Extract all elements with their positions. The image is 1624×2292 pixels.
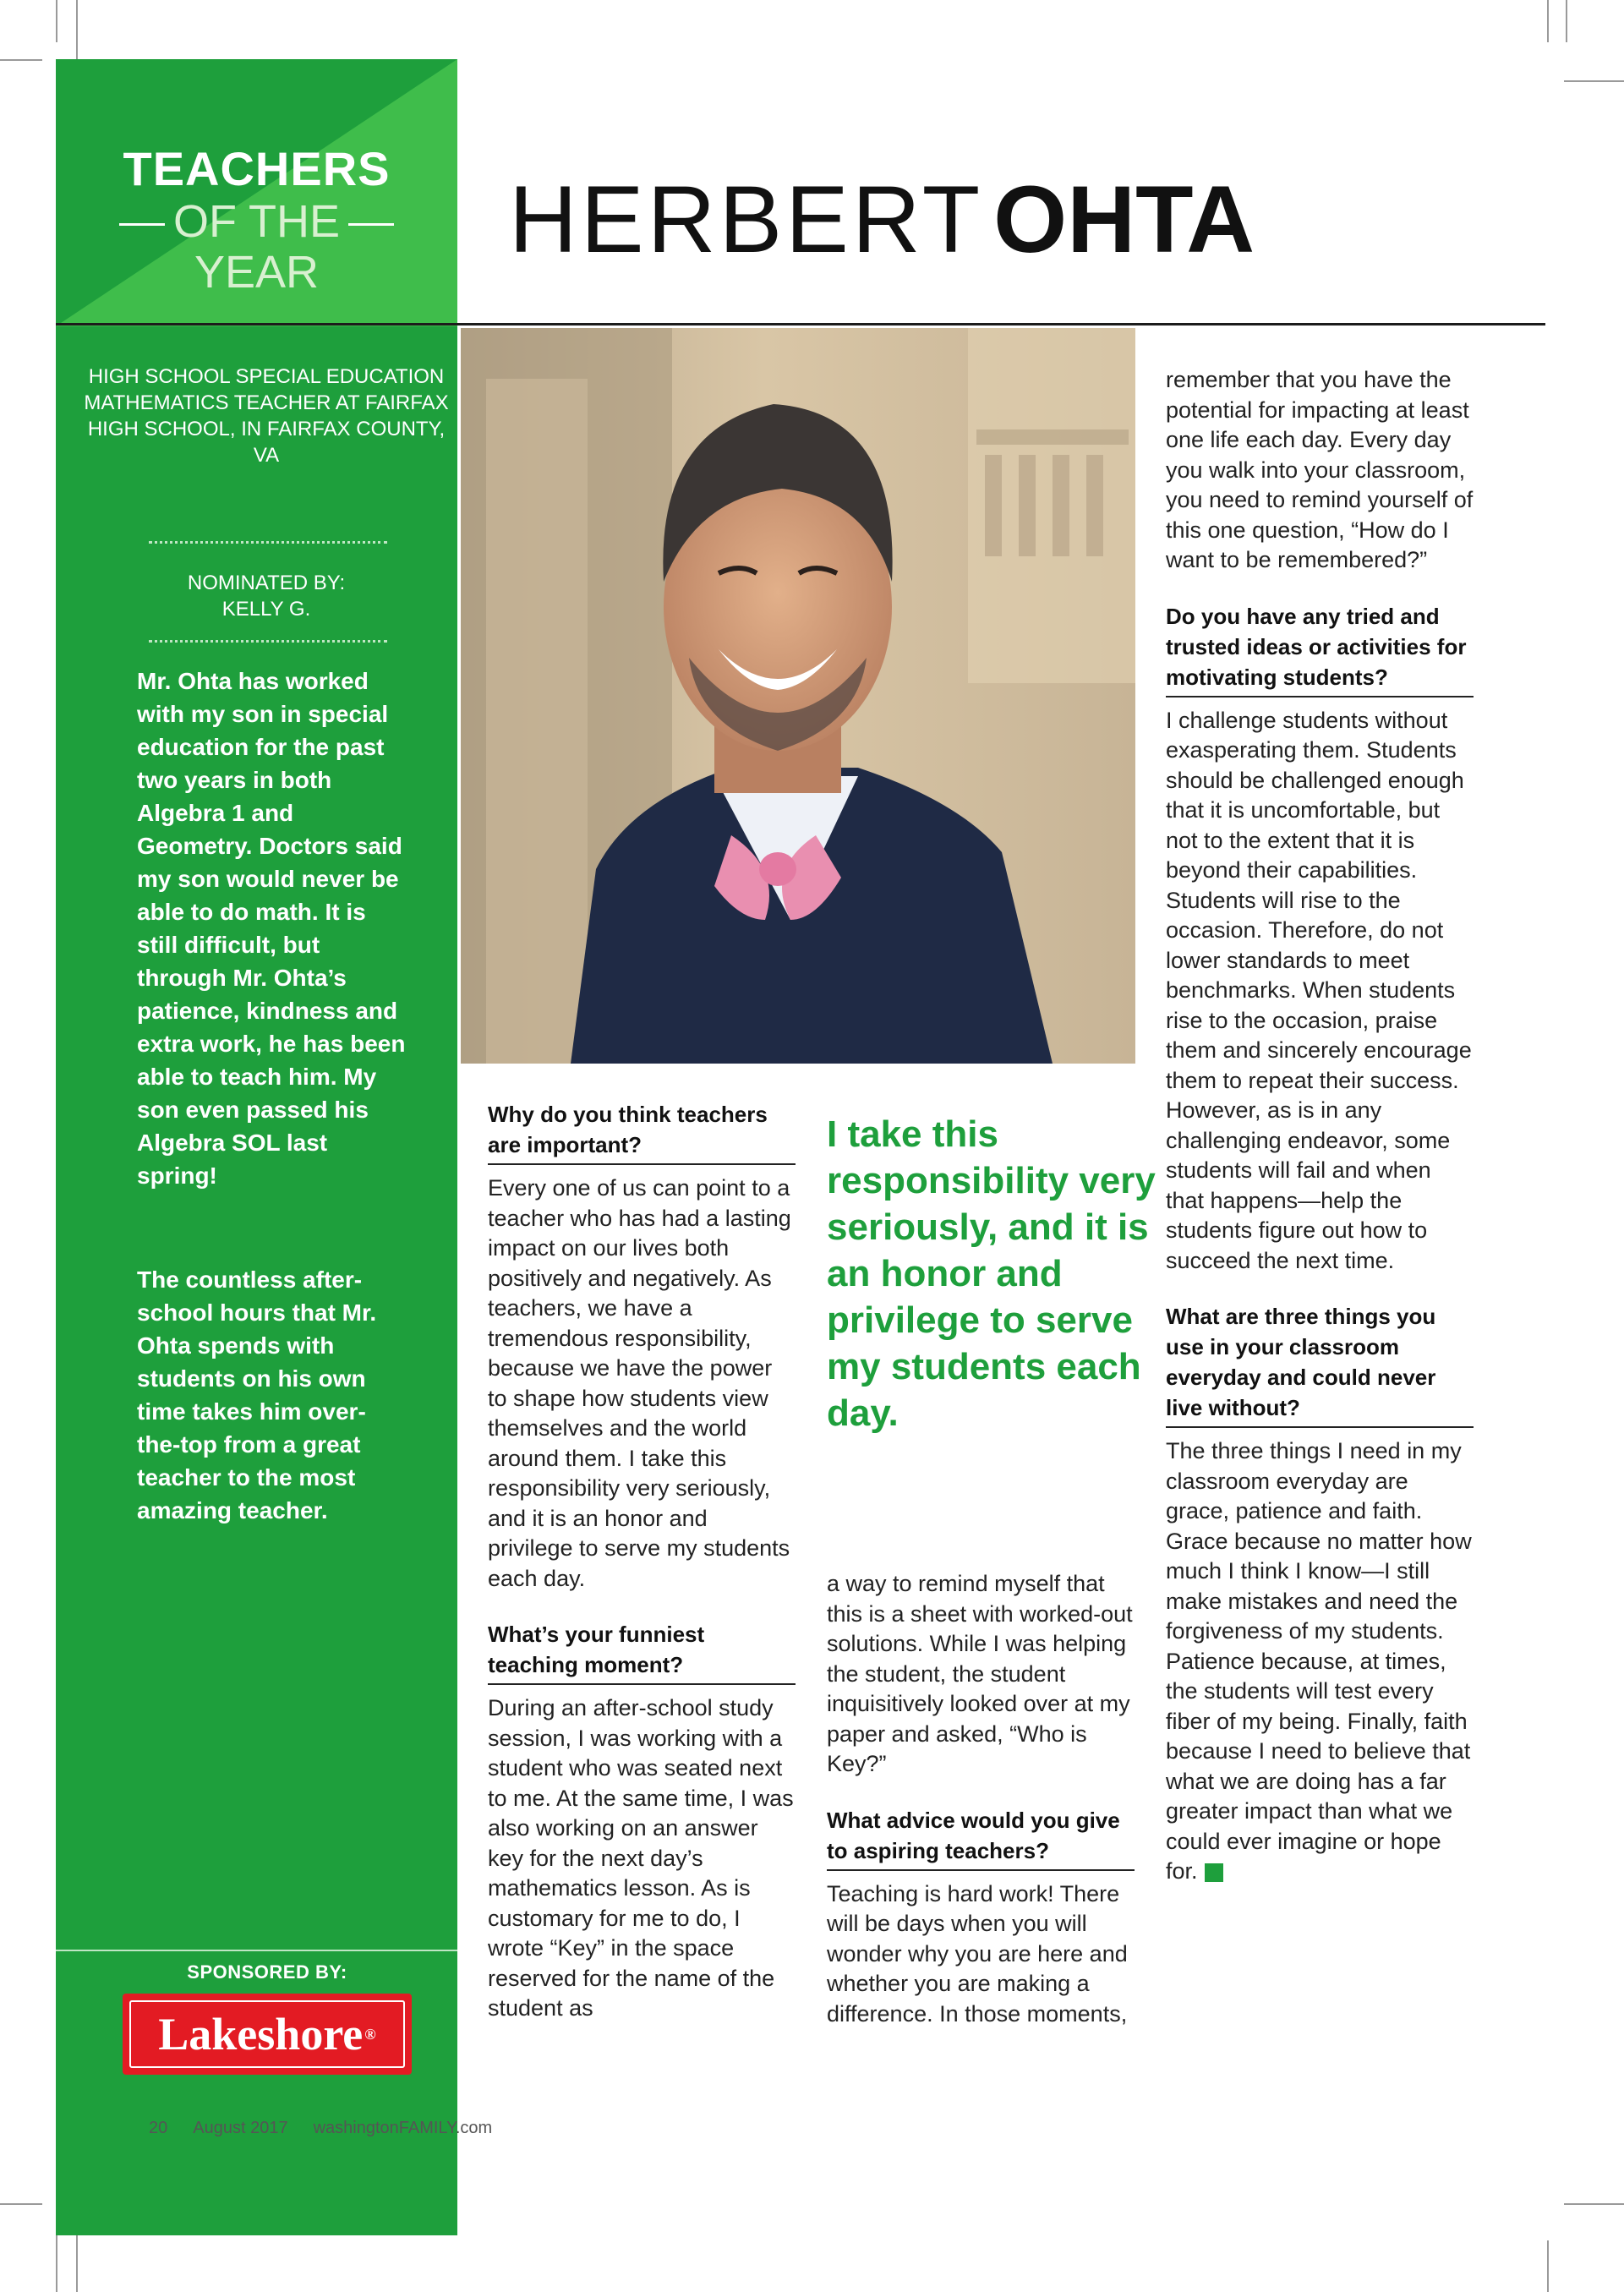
issue-date: August 2017 — [193, 2119, 288, 2137]
nominated-label: NOMINATED BY: — [187, 572, 346, 594]
banner-line-year: YEAR — [194, 247, 320, 298]
crop-mark — [1547, 2240, 1549, 2292]
question-heading: What are three things you use in your classroom everyday and could never live without? — [1166, 1301, 1474, 1428]
nomination-quote-2: The countless after-school hours that Mr. Ohta spends with students on his own time takes him over-the-top from a great teacher to the most amazing teacher. — [137, 1266, 377, 1523]
logo-wordmark — [123, 1994, 412, 2075]
banner-line-teachers: TEACHERS — [123, 142, 391, 195]
dash-right — [348, 223, 394, 226]
answer-text: During an after-school study session, I was working with a student who was seated next to me. At the same time, I was also working on an answer key for the next day’s mathematics lesson. As is customary for me to do, I wrote “Key” in the space reserved for the name of the student as — [488, 1695, 794, 2021]
crop-mark — [1566, 0, 1567, 42]
crop-mark — [56, 0, 57, 42]
title-first-name: HERBERT — [509, 167, 984, 272]
crop-mark — [1564, 2203, 1624, 2205]
lakeshore-logo — [123, 1994, 412, 2075]
nomination-quote-1: Mr. Ohta has worked with my son in special education for the past two years in both Algebra 1 and Geometry. Doctors said my son would never be able to do math. It is still difficult, but through Mr. Ohta’s patience, kindness and extra work, he has been able to teach him. My son even passed his Algebra SOL last spring! — [137, 668, 406, 1189]
sponsored-by-label: SPONSORED BY: — [187, 1961, 347, 1983]
crop-mark — [56, 2235, 57, 2292]
answer-text-final-body: The three things I need in my classroom everyday are grace, patience and faith. Grace because no matter how much I think I know—I still make mistakes and need the forgiveness of my students. Patience because, at times, the students will test every fiber of my being. Finally, faith because I need to believe that what we are doing has a far greater impact than what we could ever imagine or hope for. — [1166, 1438, 1472, 1884]
dash-left — [119, 223, 165, 226]
website: washingtonFAMILY.com — [313, 2119, 493, 2137]
teachers-of-the-year-banner — [56, 144, 457, 298]
end-of-article-mark — [1205, 1863, 1223, 1882]
teacher-subject: HIGH SCHOOL SPECIAL EDUCATION MATHEMATICS TEACHER AT FAIRFAX HIGH SCHOOL, IN FAIRFAX COUNTY, VA — [84, 365, 449, 467]
answer-text-final — [1166, 1436, 1474, 1887]
crop-mark — [1547, 0, 1549, 42]
question-heading: Do you have any tried and trusted ideas or activities for motivating students? — [1166, 601, 1474, 697]
crop-mark — [1564, 80, 1624, 82]
question-heading: Why do you think teachers are important? — [488, 1099, 796, 1165]
sponsor-divider — [56, 1950, 457, 1951]
answer-text: remember that you have the potential for impacting at least one life each day. Every day you walk into your classroom, you need to remind yourself of this one question, “How do I want to be remembered?” — [1166, 367, 1474, 572]
nominated-by — [76, 570, 457, 622]
answer-text: Teaching is hard work! There will be days when you will wonder why you are here and whether you are making a difference. In those moments, — [827, 1880, 1128, 2027]
crop-mark — [76, 0, 78, 68]
article-column-1 — [488, 1099, 796, 2049]
title-last-name: OHTA — [993, 167, 1255, 272]
article-column-3 — [1166, 365, 1474, 1912]
page-title — [509, 169, 1255, 271]
crop-mark — [0, 2203, 42, 2205]
banner-line-of-the — [56, 196, 457, 247]
answer-text: I challenge students without exasperating them. Students should be challenged enough that it is uncomfortable, but not to the extent that it is beyond their capabilities. Students will rise to the occasion. Therefore, do not lower standards to meet benchmarks. When students rise to the occasion, praise them and sincerely encourage them to repeat their success. However, as is in any challenging endeavor, some students will fail and when that happens—help the students figure out how to succeed the next time. — [1166, 707, 1472, 1273]
dotted-divider — [149, 541, 387, 544]
banner-of-the-text: OF THE — [172, 196, 340, 247]
question-heading: What advice would you give to aspiring teachers? — [827, 1805, 1135, 1871]
logo-name: Lakeshore — [158, 2009, 364, 2060]
question-heading: What’s your funniest teaching moment? — [488, 1619, 796, 1685]
pull-quote: I take this responsibility very seriously, and it is an honor and privilege to serve my students each day. — [827, 1113, 1156, 1434]
header-rule — [56, 323, 1545, 325]
teacher-portrait-photo — [461, 328, 1135, 1064]
article-column-2 — [827, 1569, 1135, 2054]
page-number: 20 — [149, 2119, 168, 2137]
page-footer — [149, 2119, 517, 2138]
answer-text: Every one of us can point to a teacher who has had a lasting impact on our lives both positively and negatively. As teachers, we have a tremendous responsibility, because we have the power to shape how students view themselves and the world around them. I take this responsibility very seriously, and it is an honor and privilege to serve my students each day. — [488, 1175, 791, 1591]
answer-text: a way to remind myself that this is a sheet with worked-out solutions. While I was helping the student, the student inquisitively looked over at my paper and asked, “Who is Key?” — [827, 1571, 1133, 1776]
crop-mark — [0, 59, 42, 61]
logo-registered-mark: ® — [364, 2025, 376, 2043]
nominator-name: KELLY G. — [221, 598, 311, 621]
dotted-divider — [149, 640, 387, 643]
